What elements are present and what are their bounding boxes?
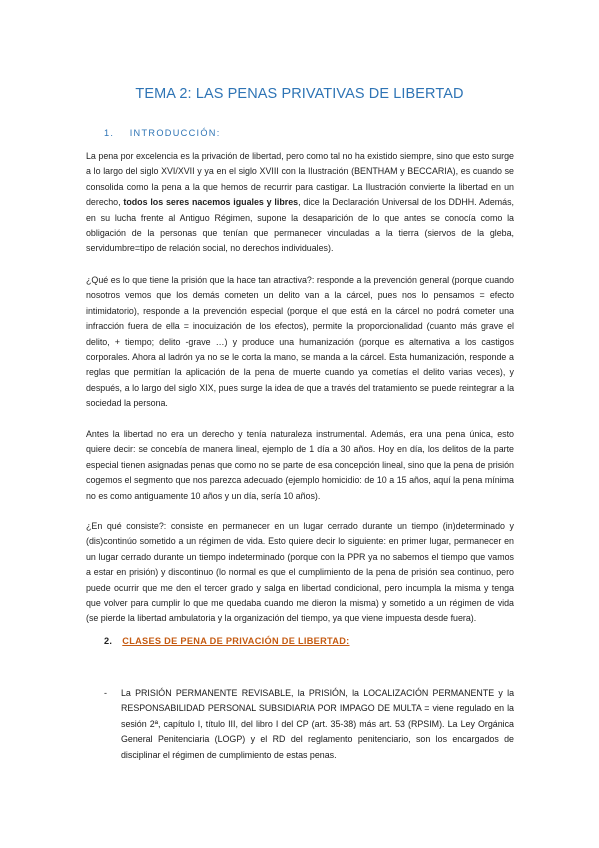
paragraph-1-text-b: , dice la Declaración Universal de los DDHH. Además, en su lucha frente al Antiguo Régimen, supone la desaparición de lo que antes se conocía como la obligación de la personas que tenían que permanecer vinculadas a la tierra (siervos de la gleba, servidumbre=tipo de relación social, no derechos individuales).: [86, 197, 514, 254]
paragraph-3: Antes la libertad no era un derecho y tenía naturaleza instrumental. Además, era una pena única, esto quiere decir: se concebía de manera lineal, ejemplo de 1 día a 30 años. Hoy en día, los delitos de la parte especial tienen asignadas penas que como no se parte de esa concepción lineal, sino que la pena de prisión cogemos el segmento que nos parezca adecuado (ejemplo homicidio: de 10 a 15 años, aquí la pena mínima no es como antiguamente 10 años y un día, sería 10 años).: [86, 429, 514, 501]
bullet-marker: -: [104, 688, 107, 698]
section-number: 2.: [104, 636, 113, 646]
section-heading-introduccion: [104, 128, 221, 138]
section-heading-clases: [104, 636, 350, 646]
section-label: CLASES DE PENA DE PRIVACIÓN DE LIBERTAD:: [122, 636, 350, 646]
section-number: 1.: [104, 128, 115, 138]
section-label: INTRODUCCIÓN:: [129, 128, 221, 138]
page-title: TEMA 2: LAS PENAS PRIVATIVAS DE LIBERTAD: [135, 86, 464, 102]
paragraph-2: ¿Qué es lo que tiene la prisión que la hace tan atractiva?: responde a la prevención general (porque cuando nosotros vemos que los demás cometen un delito van a la cárcel, pues nos lo pensamos = efecto intimidatorio), responde a la prevención especial (porque el que está en la cárcel no podrá cometer una infracción fuera de ella = inocuización de los efectos), permite la proporcionalidad (cuanto más grave el delito, + tiempo; delito -grave …) y produce una humanización (porque es alternativa a los castigos corporales. Ahora al ladrón ya no se le corta la mano, se manda a la cárcel. Esta humanización, responde a reglas que permitían la aplicación de la pena de muerte cuando ya cometías el delito varias veces), y después, a lo largo del siglo XIX, pues surge la idea de que a través del tratamiento se puede reintegrar a la sociedad la persona.: [86, 275, 514, 409]
bullet-item: La PRISIÓN PERMANENTE REVISABLE, la PRISIÓN, la LOCALIZACIÓN PERMANENTE y la RESPONSABILIDAD PERSONAL SUBSIDIARIA POR IMPAGO DE MULTA = viene regulado en la sesión 2ª, capítulo I, título III, del libro I del CP (art. 35-38) más art. 53 (RPSIM). La Ley Orgánica General Penitenciaria (LOGP) y el RD del reglamento penitenciario, son los encargados de disciplinar el régimen de cumplimiento de estas penas.: [121, 688, 514, 760]
paragraph-4: ¿En qué consiste?: consiste en permanecer en un lugar cerrado durante un tiempo (in)determinado y (dis)continúo sometido a un régimen de vida. Esto quiere decir lo siguiente: en primer lugar, permanecer en un lugar cerrado durante un tiempo indeterminado (porque con la PPR ya no sabemos el tiempo que vamos a estar en prisión) y discontinuo (lo normal es que el cumplimiento de la pena de prisión sea continuo, pero puede ocurrir que me den el tercer grado y salga en libertad condicional, pero incumpla la misma y tenga que volver para cumplir lo que me quedaba cuando me dieron la misma) y sometido a un régimen de vida (se pierde la libertad ambulatoria y la organización del tiempo, ya que viene impuesta desde fuera).: [86, 521, 514, 624]
paragraph-1-text-a: La pena por excelencia es la privación de libertad, pero como tal no ha existido siempre, sino que esto surge a lo largo del siglo XVI/XVII y ya en el siglo XVIII con la Ilustración (BENTHAM y BECCARIA), es cuando se consolida como la pena a la que hemos de recurrir para castigar. La Ilustración convierte la libertad en un derecho,: [86, 151, 514, 208]
paragraph-1-bold: todos los seres nacemos iguales y libres: [123, 197, 299, 208]
paragraph-1: [86, 149, 514, 257]
